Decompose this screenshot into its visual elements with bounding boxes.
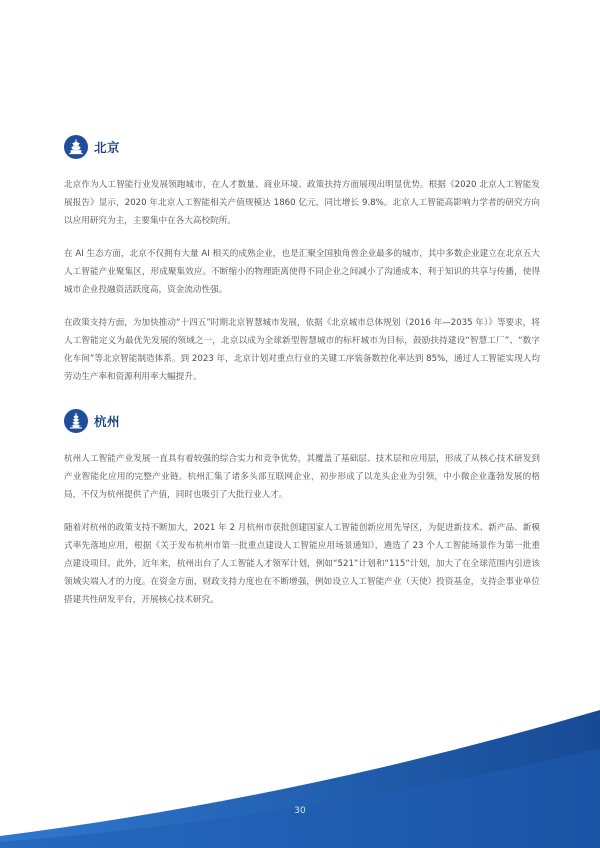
section-header-hangzhou bbox=[64, 409, 120, 433]
section-header-beijing bbox=[64, 135, 120, 159]
pagoda-icon bbox=[64, 409, 88, 433]
paragraph: 随着对杭州的政策支持不断加大，2021 年 2 月杭州市获批创建国家人工智能创新应用先导区，为促进新技术、新产品、新模式率先落地应用，根据《关于发布杭州市第一批重点建设人工智能应用场景通知》，遴选了 23 个人工智能场景作为第一批重点建设项目。此外，近年来，杭州出台了人工智能人才领军计划，例如“521”计划和“115“计划，加大了在全球范围内引进该领域尖端人才的力度。在资金方面，财政支持力度也在不断增强，例如设立人工智能产业（天使）投资基金，支持企事业单位搭建共性研发平台，开展核心技术研究。 bbox=[64, 523, 540, 605]
temple-of-heaven-icon bbox=[64, 135, 88, 159]
paragraph: 在 AI 生态方面，北京不仅拥有大量 AI 相关的成熟企业，也是汇聚全国独角兽企业最多的城市，其中多数企业建立在北京五大人工智能产业聚集区，形成聚集效应。不断缩小的物理距离使得不同企业之间减小了沟通成本，利于知识的共享与传播，使得城市企业投融资活跃度高，资金流动性强。 bbox=[64, 249, 540, 295]
paragraph: 在政策支持方面，为加快推动“十四五”时期北京智慧城市发展，依据《北京城市总体规划（2016 年—2035 年）》等要求，将人工智能定义为最优先发展的领域之一，北京以成为全球新型智慧城市的标杆城市为目标，鼓励扶持建设“智慧工厂”、“数字化车间”等北京智能制造体系。到 2023 年，北京计划对重点行业的关键工序装备数控化率达到 85%，通过人工智能实现人均劳动生产率和资源利用率大幅提升。 bbox=[64, 318, 540, 382]
section-title: 北京 bbox=[94, 140, 121, 155]
paragraph: 北京作为人工智能行业发展领跑城市，在人才数量、商业环境、政策扶持方面展现出明显优势。根据《2020 北京人工智能发展报告》显示，2020 年北京人工智能相关产值规模达 1860 亿元，同比增长 9.8%。北京人工智能高影响力学者的研究方向以应用研究为主，主要集中在各大高校院所。 bbox=[64, 180, 540, 226]
footer-wave-decoration bbox=[0, 708, 600, 848]
paragraph: 杭州人工智能产业发展一直具有着较强的综合实力和竞争优势，其覆盖了基础层、技术层和应用层，形成了从核心技术研发到产业智能化应用的完整产业链。杭州汇集了诸多头部互联网企业，初步形成了以龙头企业为引领，中小微企业蓬勃发展的格局，不仅为杭州提供了产值，同时也吸引了大批行业人才。 bbox=[64, 454, 540, 500]
page-number: 30 bbox=[294, 806, 306, 816]
section-title: 杭州 bbox=[94, 414, 121, 429]
